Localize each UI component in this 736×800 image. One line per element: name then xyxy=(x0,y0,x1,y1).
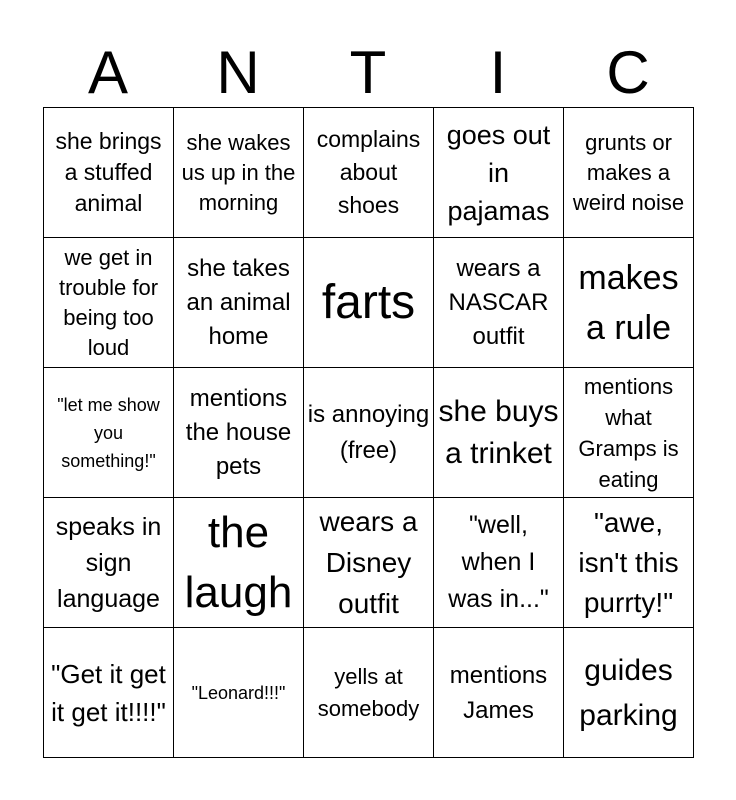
cell-text: "let me show you something!" xyxy=(57,394,160,471)
bingo-cell[interactable] xyxy=(304,238,434,368)
cell-text: mentions James xyxy=(449,661,548,724)
bingo-cell[interactable] xyxy=(44,498,174,628)
bingo-cell[interactable] xyxy=(304,108,434,238)
bingo-cell[interactable] xyxy=(174,628,304,758)
cell-text: the laugh xyxy=(184,507,293,617)
cell-text: wears a NASCAR outfit xyxy=(448,254,549,350)
bingo-cell[interactable] xyxy=(304,368,434,498)
bingo-cell[interactable] xyxy=(434,238,564,368)
bingo-cell[interactable] xyxy=(434,628,564,758)
header-letter-i: I xyxy=(489,39,507,106)
bingo-cell[interactable] xyxy=(174,108,304,238)
cell-text: "awe, isn't this purrty!" xyxy=(578,506,679,618)
cell-text: grunts or makes a weird noise xyxy=(572,129,685,215)
bingo-cell[interactable] xyxy=(434,498,564,628)
cell-text: complains about shoes xyxy=(316,126,421,218)
bingo-cell[interactable] xyxy=(564,238,694,368)
bingo-cell[interactable] xyxy=(174,498,304,628)
cell-text: "Get it get it get it!!!!" xyxy=(51,658,166,727)
cell-text: she buys a trinket xyxy=(438,394,559,470)
header-letter-c: C xyxy=(606,39,650,106)
bingo-cell[interactable] xyxy=(434,368,564,498)
bingo-header xyxy=(43,38,693,108)
bingo-board xyxy=(43,107,694,758)
cell-text: she brings a stuffed animal xyxy=(55,128,162,216)
bingo-cell[interactable] xyxy=(174,238,304,368)
cell-text: mentions the house pets xyxy=(185,384,292,480)
cell-text: yells at somebody xyxy=(317,663,420,721)
cell-text: speaks in sign language xyxy=(55,512,162,613)
bingo-cell[interactable] xyxy=(44,368,174,498)
cell-text: goes out in pajamas xyxy=(446,119,551,226)
cell-text: farts xyxy=(321,275,416,329)
bingo-cell[interactable] xyxy=(304,628,434,758)
cell-text: mentions what Gramps is eating xyxy=(578,373,679,492)
bingo-cell[interactable] xyxy=(44,238,174,368)
cell-text: "Leonard!!!" xyxy=(191,682,286,703)
bingo-cell[interactable] xyxy=(44,108,174,238)
cell-text: "well, when I was in..." xyxy=(448,511,549,613)
bingo-cell[interactable] xyxy=(564,368,694,498)
bingo-cell[interactable] xyxy=(304,498,434,628)
bingo-cell[interactable] xyxy=(44,628,174,758)
bingo-cell[interactable] xyxy=(564,498,694,628)
cell-text: guides parking xyxy=(579,653,678,732)
header-letter-t: T xyxy=(349,39,387,106)
bingo-cell[interactable] xyxy=(434,108,564,238)
cell-text: makes a rule xyxy=(578,258,679,347)
bingo-cell[interactable] xyxy=(564,628,694,758)
bingo-cell[interactable] xyxy=(564,108,694,238)
cell-text: we get in trouble for being too loud xyxy=(58,244,159,360)
cell-text: wears a Disney outfit xyxy=(319,506,418,619)
cell-text: she wakes us up in the morning xyxy=(181,129,296,215)
bingo-cell[interactable] xyxy=(174,368,304,498)
cell-text: is annoying (free) xyxy=(307,400,430,464)
header-letter-a: A xyxy=(87,39,129,106)
cell-text: she takes an animal home xyxy=(186,254,291,350)
header-letter-n: N xyxy=(216,39,260,106)
